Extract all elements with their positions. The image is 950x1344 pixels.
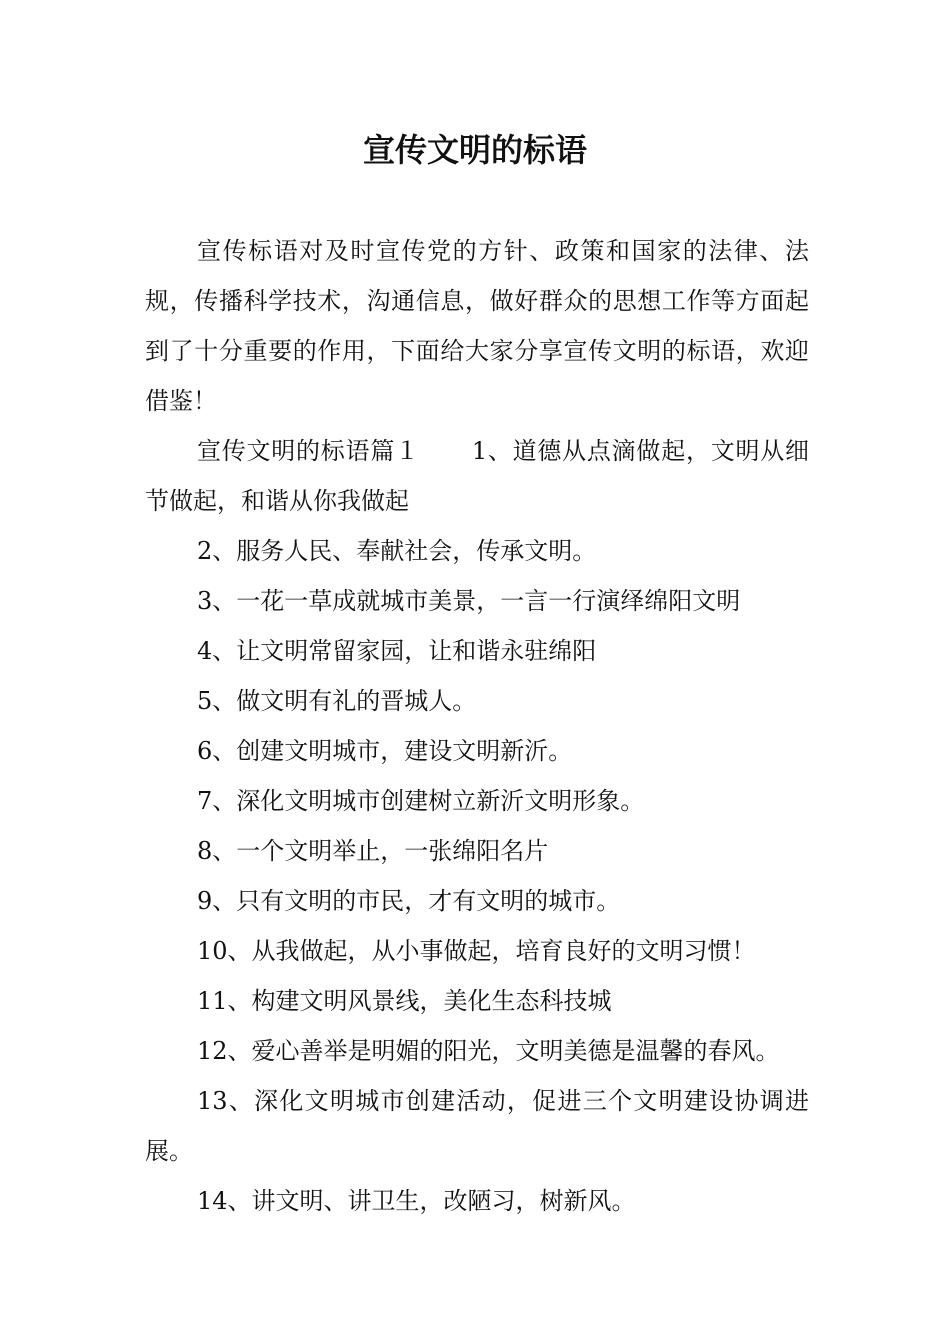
slogan-item: 13、深化文明城市创建活动，促进三个文明建设协调进展。 [145, 1087, 809, 1165]
slogan-item: 8、一个文明举止，一张绵阳名片 [197, 837, 549, 865]
slogan-item: 5、做文明有礼的晋城人。 [197, 687, 477, 715]
document-body [145, 226, 809, 1226]
section-heading: 宣传文明的标语篇１ [197, 437, 420, 465]
slogan-item: 11、构建文明风景线，美化生态科技城 [197, 987, 612, 1015]
slogan-item: 7、深化文明城市创建树立新沂文明形象。 [197, 787, 645, 815]
document-title: 宣传文明的标语 [362, 131, 587, 169]
slogan-item: 1、道德从点滴做起，文明从细节做起，和谐从你我做起 [145, 437, 809, 515]
slogan-item: 6、创建文明城市，建设文明新沂。 [197, 737, 573, 765]
slogan-item: 10、从我做起，从小事做起，培育良好的文明习惯！ [197, 937, 756, 965]
slogan-item: 14、讲文明、讲卫生，改陋习，树新风。 [197, 1187, 636, 1215]
slogan-item: 4、让文明常留家园，让和谐永驻绵阳 [197, 637, 597, 665]
slogan-item: 2、服务人民、奉献社会，传承文明。 [197, 537, 597, 565]
section-paragraph [145, 426, 809, 526]
slogan-item: 9、只有文明的市民，才有文明的城市。 [197, 887, 621, 915]
intro-paragraph: 宣传标语对及时宣传党的方针、政策和国家的法律、法规，传播科学技术，沟通信息，做好群众的思想工作等方面起到了十分重要的作用，下面给大家分享宣传文明的标语，欢迎借鉴！ [145, 237, 809, 415]
slogan-item: 12、爱心善举是明媚的阳光，文明美德是温馨的春风。 [197, 1037, 780, 1065]
slogan-item: 3、一花一草成就城市美景，一言一行演绎绵阳文明 [197, 587, 741, 615]
